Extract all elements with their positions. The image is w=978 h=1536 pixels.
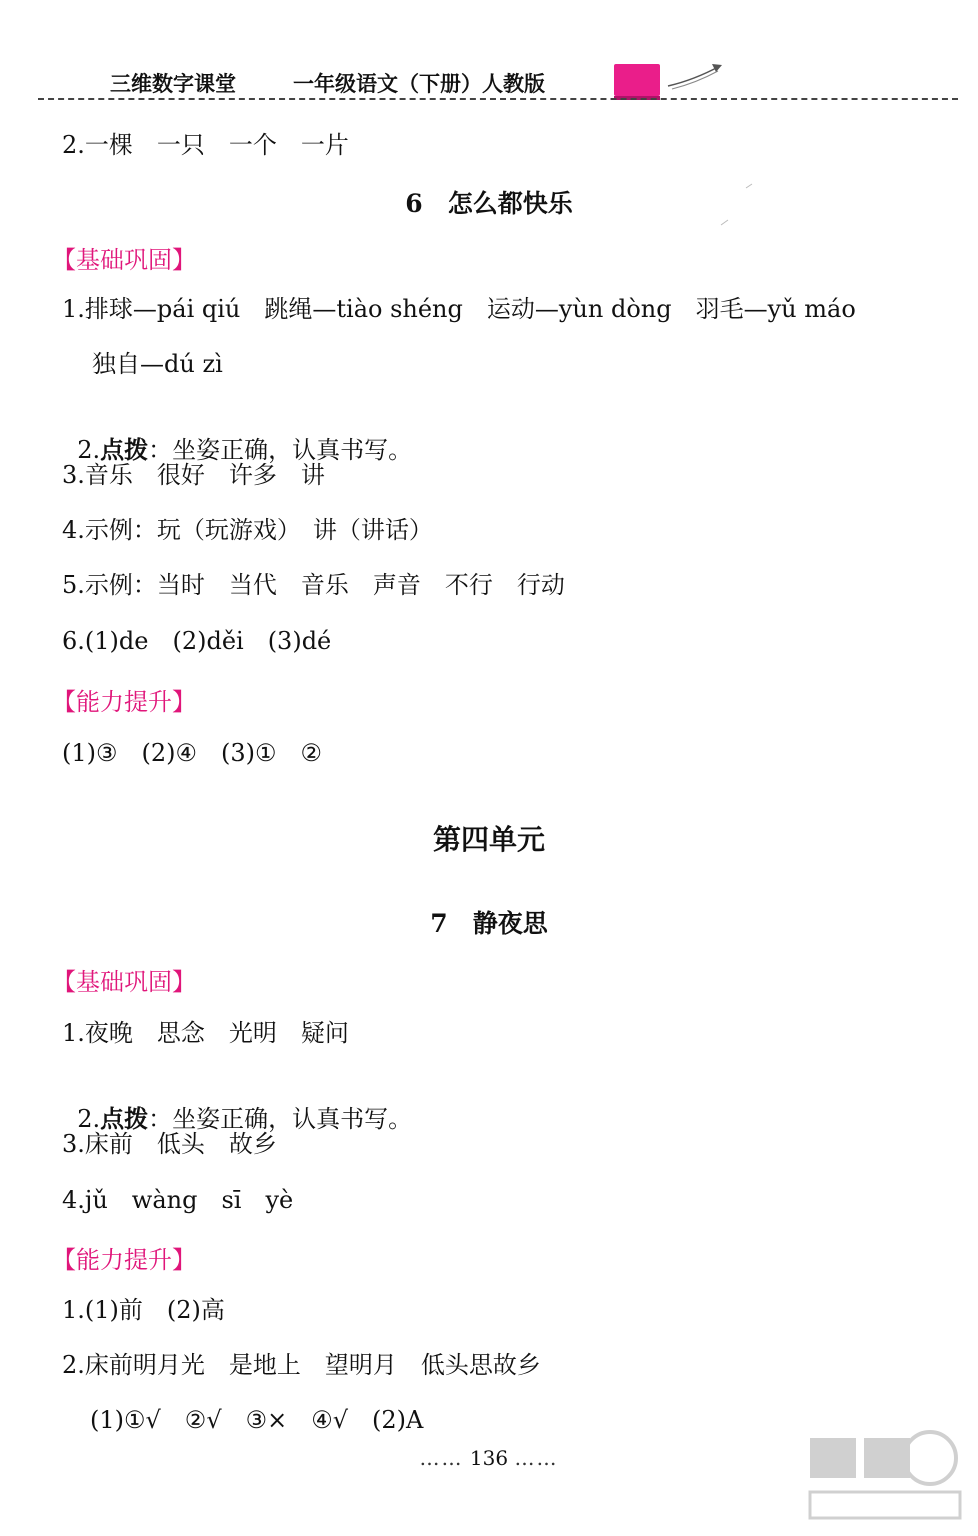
answer-line: 2.点拨：坐姿正确，认真书写。 [77, 1104, 413, 1133]
answer-line: 2.点拨：坐姿正确，认真书写。 [77, 435, 413, 464]
answer-line: 5.示例：当时 当代 音乐 声音 不行 行动 [62, 571, 565, 599]
page-number: 136 [469, 1446, 509, 1470]
answer-line: 独自—dú zì [92, 350, 223, 378]
answer-line: 1.(1)前 (2)高 [62, 1296, 225, 1324]
hint-label: 点拨 [100, 435, 149, 464]
answer-line: (1)①√ ②√ ③× ④√ (2)A [90, 1406, 424, 1434]
answer-line: 2.床前明月光 是地上 望明月 低头思故乡 [62, 1351, 541, 1379]
lesson-title: 7 静夜思 [430, 909, 548, 938]
section-heading: 【能力提升】 [52, 1246, 196, 1274]
answer-line: 4.jǔ wàng sī yè [62, 1186, 294, 1214]
brand-logo-icon [614, 64, 660, 96]
section-heading: 【能力提升】 [52, 688, 196, 716]
answer-line: 2.一棵 一只 一个 一片 [62, 131, 349, 159]
answer-line: 1.夜晚 思念 光明 疑问 [62, 1019, 349, 1047]
watermark-logo-icon [800, 1400, 970, 1530]
answer-line: 3.音乐 很好 许多 讲 [62, 461, 325, 489]
rocket-swoosh-icon [664, 62, 724, 92]
answer-line: 3.床前 低头 故乡 [62, 1130, 277, 1158]
series-name: 三维数字课堂 [110, 72, 236, 96]
hint-label: 点拨 [100, 1104, 149, 1133]
answer-line: 4.示例：玩（玩游戏） 讲（讲话） [62, 516, 433, 544]
answer-line: (1)③ (2)④ (3)① ② [62, 739, 323, 767]
book-title: 一年级语文（下册）人教版 [293, 72, 545, 96]
header-rule [38, 98, 958, 100]
pager-dots: …… [419, 1446, 464, 1470]
page-header [38, 62, 958, 102]
section-heading: 【基础巩固】 [52, 968, 196, 996]
pager-dots: …… [514, 1446, 559, 1470]
answer-line: 6.(1)de (2)děi (3)dé [62, 627, 332, 655]
unit-title: 第四单元 [432, 823, 545, 856]
lesson-title: 6 怎么都快乐 [405, 189, 573, 218]
answer-line: 1.排球—pái qiú 跳绳—tiào shéng 运动—yùn dòng 羽毛—yǔ máo [62, 295, 856, 323]
section-heading: 【基础巩固】 [52, 246, 196, 274]
